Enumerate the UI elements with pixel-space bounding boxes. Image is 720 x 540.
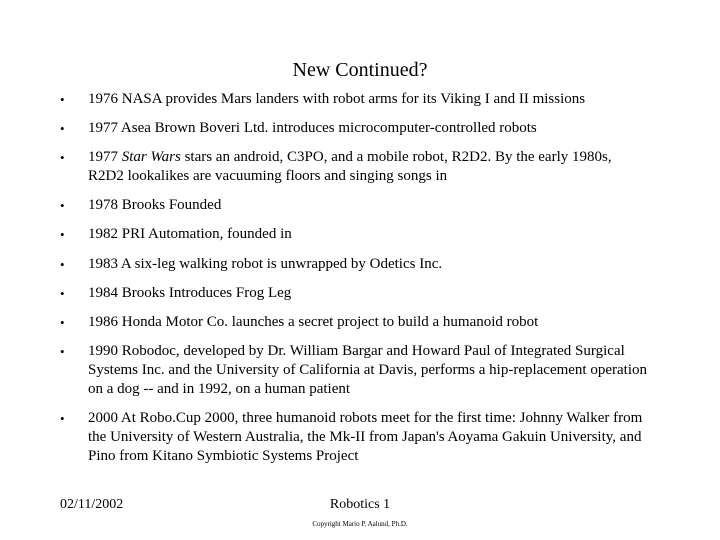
- bullet: •: [60, 315, 65, 330]
- item-year: 1982: [88, 226, 118, 242]
- bullet: •: [60, 227, 65, 242]
- item-italic-title: Star Wars: [121, 149, 181, 165]
- list-item-text: [88, 90, 648, 109]
- bullet: •: [60, 411, 65, 426]
- list-item-text: [88, 196, 648, 215]
- item-text: Honda Motor Co. launches a secret project to build a humanoid robot: [118, 314, 539, 330]
- item-text: Robodoc, developed by Dr. William Bargar and Howard Paul of Integrated Surgical Systems Inc. and the University of California at Davis, performs a hip-replacement operation on a dog -- and in 1992, on a human patient: [88, 343, 647, 397]
- list-item-text: [88, 313, 648, 332]
- item-text: At Robo.Cup 2000, three humanoid robots meet for the first time: Johnny Walker from the University of Western Australia, the Mk-II from Japan's Aoyama Gakuin University, and Pino from Kitano Symbiotic Systems Project: [88, 410, 643, 464]
- item-text: PRI Automation, founded in: [118, 226, 292, 242]
- item-year: 1977: [88, 120, 118, 136]
- item-text: stars an android, C3PO, and a mobile robot, R2D2. By the early 1980s, R2D2 lookalikes are vacuuming floors and singing songs in: [88, 149, 612, 184]
- item-text: Asea Brown Boveri Ltd. introduces microcomputer-controlled robots: [118, 120, 537, 136]
- list-item-text: [88, 284, 648, 303]
- item-text: Brooks Introduces Frog Leg: [118, 285, 292, 301]
- list-item-text: [88, 225, 648, 244]
- list-item-text: [88, 342, 648, 399]
- bullet: •: [60, 150, 65, 165]
- item-year: 1986: [88, 314, 118, 330]
- footer-copyright: Copyright Mario P. Aalund, Ph.D.: [312, 520, 408, 528]
- footer-date: 02/11/2002: [60, 497, 124, 512]
- item-year: 2000: [88, 410, 118, 426]
- item-text: NASA provides Mars landers with robot arms for its Viking I and II missions: [118, 91, 586, 107]
- item-text: A six-leg walking robot is unwrapped by Odetics Inc.: [118, 256, 443, 272]
- bullet: •: [60, 257, 65, 272]
- list-item-text: [88, 409, 648, 466]
- bullet: •: [60, 198, 65, 213]
- slide-title: New Continued?: [292, 59, 428, 81]
- bullet: •: [60, 344, 65, 359]
- bullet: •: [60, 92, 65, 107]
- list-item-text: [88, 148, 648, 186]
- item-year: 1978: [88, 197, 118, 213]
- item-year: 1990: [88, 343, 118, 359]
- footer-title: Robotics 1: [329, 497, 391, 512]
- item-year: 1976: [88, 91, 118, 107]
- item-year: 1983: [88, 256, 118, 272]
- list-item-text: [88, 119, 648, 138]
- item-text: Brooks Founded: [118, 197, 222, 213]
- item-year: 1977: [88, 149, 118, 165]
- list-item-text: [88, 255, 648, 274]
- bullet: •: [60, 121, 65, 136]
- bullet: •: [60, 286, 65, 301]
- item-year: 1984: [88, 285, 118, 301]
